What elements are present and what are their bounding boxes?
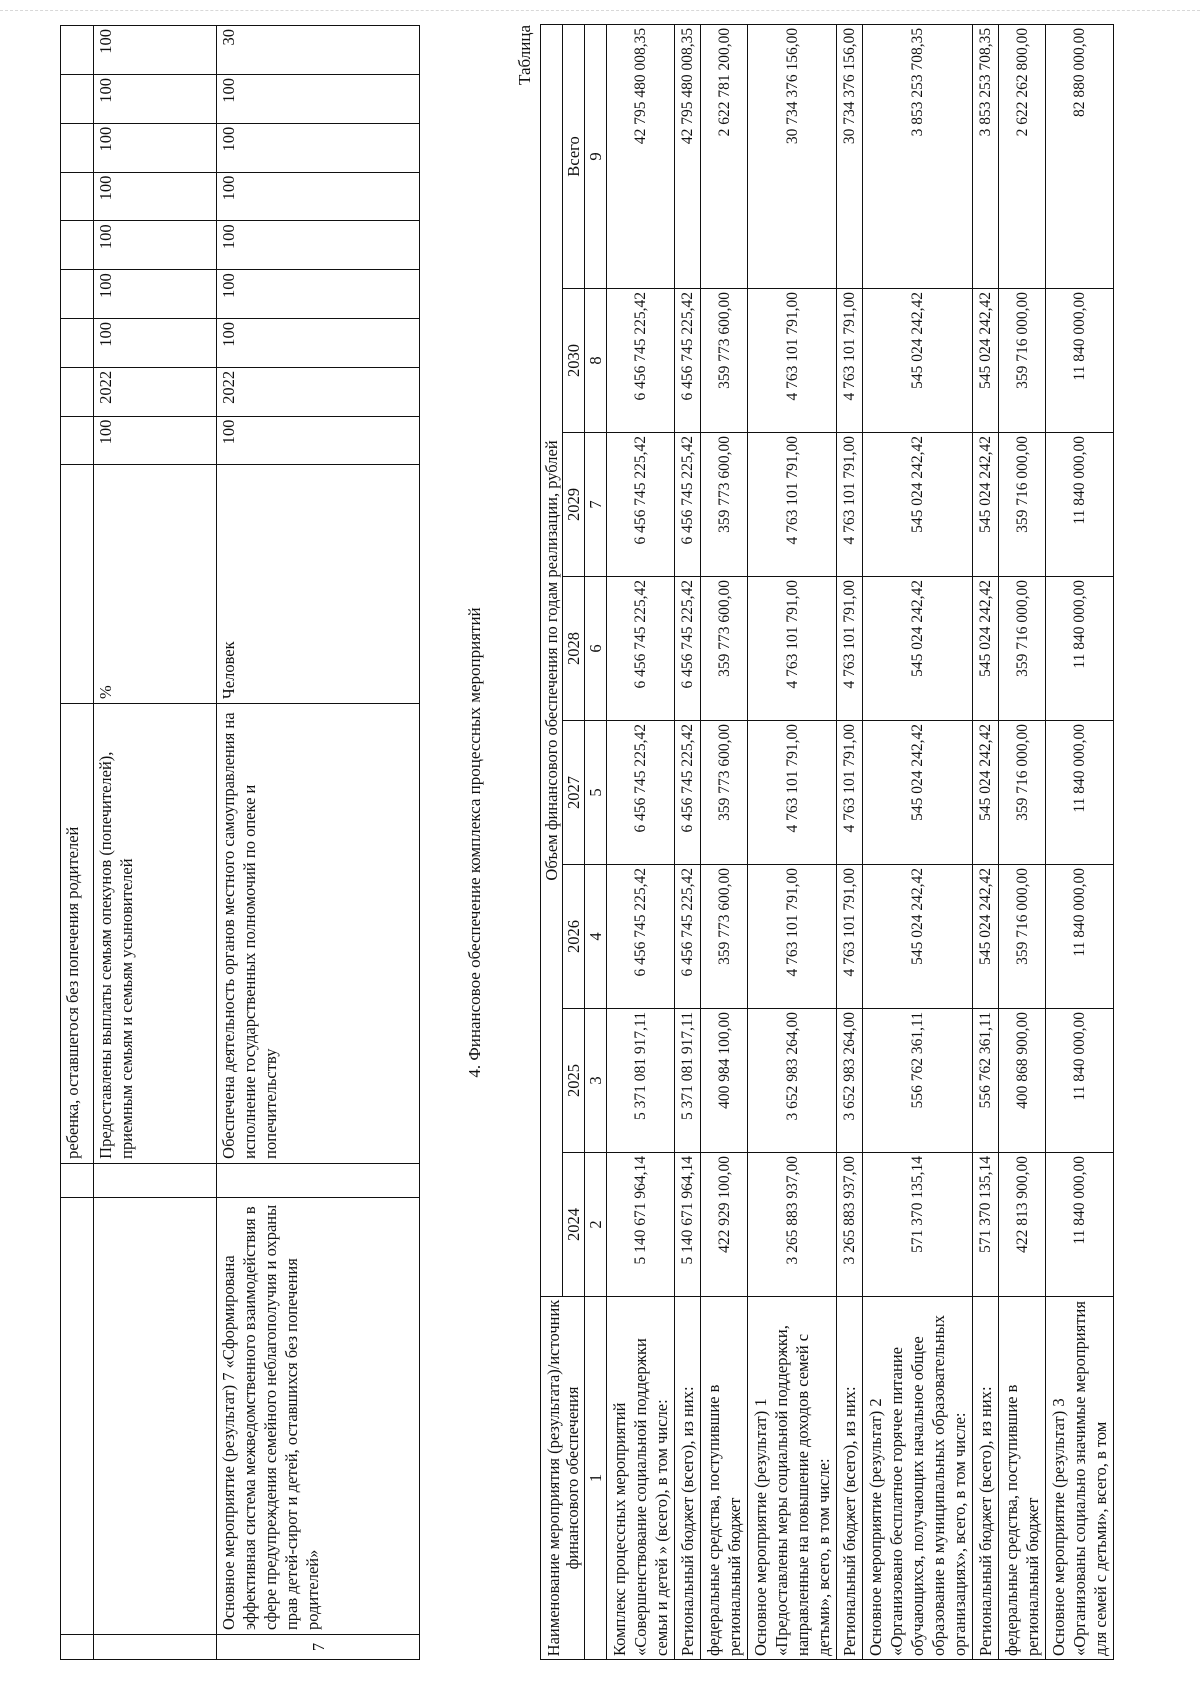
value-cell: 422 929 100,00: [701, 1153, 748, 1297]
event-name: Основное мероприятие (результат) 7 «Сформирована эффективная система межведомственного взаимодействия в сфере предупреждения семейного неблагополучия и охраны прав детей-сирот и детей, оставшихся без попечения родителей»: [217, 1197, 420, 1634]
value-cell: 100: [217, 221, 420, 270]
year-header: 2027: [563, 721, 585, 865]
value-cell: 30: [217, 26, 420, 75]
value-cell: 545 024 242,42: [863, 433, 973, 577]
value-cell: 100: [94, 221, 217, 270]
header-row: [541, 24, 563, 1659]
event-name: [94, 1197, 217, 1634]
year-header: 2026: [563, 865, 585, 1009]
table-row: [863, 24, 973, 1659]
value-cell: 556 762 361,11: [863, 1009, 973, 1153]
unit: %: [94, 465, 217, 703]
year-header: 2029: [563, 433, 585, 577]
value-cell: 5 371 081 917,11: [675, 1009, 701, 1153]
value-cell: [61, 26, 94, 75]
value-cell: 100: [94, 270, 217, 319]
table-row: [1046, 24, 1114, 1659]
value-cell: 3 652 983 264,00: [837, 1009, 863, 1153]
value-cell: 4 763 101 791,00: [837, 865, 863, 1009]
value-cell: 545 024 242,42: [973, 721, 999, 865]
table-row: [607, 24, 675, 1659]
value-cell: 545 024 242,42: [863, 289, 973, 433]
year-header: 2028: [563, 577, 585, 721]
value-cell: 571 370 135,14: [973, 1153, 999, 1297]
table-label: Таблица: [515, 25, 534, 85]
base-year: 2022: [217, 367, 420, 416]
row-label: Региональный бюджет (всего), из них:: [837, 1297, 863, 1660]
value-cell: 100: [94, 172, 217, 221]
row-label: Основное мероприятие (результат) 3 «Организованы социально значимые мероприятия для семей с детьми», всего, в том: [1046, 1297, 1114, 1660]
row-label: Региональный бюджет (всего), из них:: [973, 1297, 999, 1660]
row-label: Комплекс процессных мероприятий «Совершенствование социальной поддержки семьи и детей » (всего), в том числе:: [607, 1297, 675, 1660]
column-number: 8: [585, 289, 607, 433]
value-cell: 359 716 000,00: [999, 721, 1046, 865]
result-text: Обеспечена деятельность органов местного самоуправления на исполнение государственных полномочий по опеке и попечительству: [217, 703, 420, 1163]
event-name: [61, 1197, 94, 1634]
row-number: [94, 1635, 217, 1660]
value-cell: 6 456 745 225,42: [675, 721, 701, 865]
value-cell: [61, 123, 94, 172]
value-cell: 359 716 000,00: [999, 289, 1046, 433]
value-cell: 3 652 983 264,00: [748, 1009, 837, 1153]
value-cell: 359 716 000,00: [999, 865, 1046, 1009]
row-label: Региональный бюджет (всего), из них:: [675, 1297, 701, 1660]
value-cell: 100: [217, 270, 420, 319]
value-cell: 11 840 000,00: [1046, 433, 1114, 577]
section-title: 4. Финансовое обеспечение комплекса процессных мероприятий: [465, 607, 484, 1078]
value-cell: 11 840 000,00: [1046, 1153, 1114, 1297]
header-group: Объем финансового обеспечения по годам реализации, рублей: [541, 24, 563, 1296]
value-cell: 359 773 600,00: [701, 865, 748, 1009]
total-cell: 82 880 000,00: [1046, 24, 1114, 288]
value-cell: 359 716 000,00: [999, 577, 1046, 721]
value-cell: [61, 221, 94, 270]
table-row: [748, 24, 837, 1659]
value-cell: 545 024 242,42: [863, 865, 973, 1009]
total-cell: 2 622 781 200,00: [701, 24, 748, 288]
total-cell: 30 734 376 156,00: [748, 24, 837, 288]
value-cell: 11 840 000,00: [1046, 577, 1114, 721]
indicators-row: [61, 26, 94, 1660]
value-cell: 4 763 101 791,00: [748, 577, 837, 721]
value-cell: 4 763 101 791,00: [837, 577, 863, 721]
column-number: 7: [585, 433, 607, 577]
result-text: ребенка, оставшегося без попечения родителей: [61, 703, 94, 1163]
value-cell: 3 265 883 937,00: [748, 1153, 837, 1297]
value-cell: 6 456 745 225,42: [607, 433, 675, 577]
total-header: Всего: [563, 24, 585, 288]
value-cell: 4 763 101 791,00: [837, 289, 863, 433]
unit: [61, 465, 94, 703]
value-cell: 6 456 745 225,42: [675, 577, 701, 721]
value-cell: 4 763 101 791,00: [748, 865, 837, 1009]
year-header: 2025: [563, 1009, 585, 1153]
value-cell: [61, 319, 94, 368]
column-number-row: [585, 24, 607, 1659]
value-cell: 11 840 000,00: [1046, 865, 1114, 1009]
financing-table: [540, 24, 1114, 1660]
scan-edge: [0, 0, 1200, 11]
value-cell: 359 773 600,00: [701, 289, 748, 433]
value-cell: 100: [217, 123, 420, 172]
value-cell: 6 456 745 225,42: [675, 433, 701, 577]
value-cell: 359 773 600,00: [701, 721, 748, 865]
table-row: [837, 24, 863, 1659]
value-cell: 6 456 745 225,42: [607, 721, 675, 865]
value-cell: 11 840 000,00: [1046, 289, 1114, 433]
table-row: [701, 24, 748, 1659]
value-cell: 4 763 101 791,00: [837, 433, 863, 577]
value-cell: 545 024 242,42: [973, 577, 999, 721]
value-cell: 100: [94, 319, 217, 368]
base-year: 2022: [94, 367, 217, 416]
value-cell: 100: [217, 172, 420, 221]
row-label: федеральные средства, поступившие в региональный бюджет: [701, 1297, 748, 1660]
value-cell: 6 456 745 225,42: [607, 577, 675, 721]
header-name: Наименование мероприятия (результата)/источник финансового обеспечения: [541, 1297, 585, 1660]
column-number: 2: [585, 1153, 607, 1297]
value-cell: 571 370 135,14: [863, 1153, 973, 1297]
indicators-table: [60, 25, 420, 1660]
value-cell: 5 140 671 964,14: [675, 1153, 701, 1297]
base-value: 100: [94, 416, 217, 465]
value-cell: 100: [94, 123, 217, 172]
value-cell: 359 716 000,00: [999, 433, 1046, 577]
total-cell: 42 795 480 008,35: [607, 24, 675, 288]
value-cell: 6 456 745 225,42: [607, 289, 675, 433]
year-header: 2030: [563, 289, 585, 433]
value-cell: 4 763 101 791,00: [748, 721, 837, 865]
table-row: [675, 24, 701, 1659]
value-cell: 545 024 242,42: [863, 577, 973, 721]
value-cell: 359 773 600,00: [701, 577, 748, 721]
value-cell: 400 984 100,00: [701, 1009, 748, 1153]
value-cell: 3 265 883 937,00: [837, 1153, 863, 1297]
base-value: 100: [217, 416, 420, 465]
value-cell: [61, 270, 94, 319]
indicators-row: [217, 26, 420, 1660]
total-cell: 3 853 253 708,35: [973, 24, 999, 288]
base-value: [61, 416, 94, 465]
value-cell: 545 024 242,42: [973, 865, 999, 1009]
value-cell: 545 024 242,42: [973, 289, 999, 433]
value-cell: [61, 74, 94, 123]
row-label: Основное мероприятие (результат) 2 «Организовано бесплатное горячее питание обучающихся, получающих начальное общее образование в муниципальных образовательных организациях», всего, в том числе:: [863, 1297, 973, 1660]
column-number: 5: [585, 721, 607, 865]
base-year: [61, 367, 94, 416]
value-cell: 100: [94, 26, 217, 75]
indicators-row: [94, 26, 217, 1660]
total-cell: 42 795 480 008,35: [675, 24, 701, 288]
row-number: [61, 1635, 94, 1660]
value-cell: 100: [217, 74, 420, 123]
value-cell: 4 763 101 791,00: [837, 721, 863, 865]
unit: Человек: [217, 465, 420, 703]
value-cell: 359 773 600,00: [701, 433, 748, 577]
column-number: 4: [585, 865, 607, 1009]
value-cell: 4 763 101 791,00: [748, 433, 837, 577]
value-cell: 6 456 745 225,42: [675, 865, 701, 1009]
column-number: 3: [585, 1009, 607, 1153]
value-cell: 11 840 000,00: [1046, 721, 1114, 865]
column-number: 6: [585, 577, 607, 721]
value-cell: 5 140 671 964,14: [607, 1153, 675, 1297]
rotated-page-content: [60, 25, 1140, 1660]
result-text: Предоставлены выплаты семьям опекунов (попечителей), приемным семьям и семьям усыновителей: [94, 703, 217, 1163]
value-cell: 100: [217, 319, 420, 368]
value-cell: 545 024 242,42: [973, 433, 999, 577]
row-label: федеральные средства, поступившие в региональный бюджет: [999, 1297, 1046, 1660]
value-cell: 400 868 900,00: [999, 1009, 1046, 1153]
column-number: 1: [585, 1297, 607, 1660]
total-cell: 30 734 376 156,00: [837, 24, 863, 288]
value-cell: [61, 172, 94, 221]
year-header: 2024: [563, 1153, 585, 1297]
row-number: 7: [217, 1635, 420, 1660]
value-cell: 100: [94, 74, 217, 123]
value-cell: 6 456 745 225,42: [607, 865, 675, 1009]
value-cell: 422 813 900,00: [999, 1153, 1046, 1297]
table-row: [973, 24, 999, 1659]
value-cell: 11 840 000,00: [1046, 1009, 1114, 1153]
row-label: Основное мероприятие (результат) 1 «Предоставлены меры социальной поддержки, направленные на повышение доходов семей с детьми», всего, в том числе:: [748, 1297, 837, 1660]
value-cell: 6 456 745 225,42: [675, 289, 701, 433]
value-cell: 556 762 361,11: [973, 1009, 999, 1153]
value-cell: 5 371 081 917,11: [607, 1009, 675, 1153]
value-cell: 545 024 242,42: [863, 721, 973, 865]
column-number: 9: [585, 24, 607, 288]
value-cell: 4 763 101 791,00: [748, 289, 837, 433]
table-row: [999, 24, 1046, 1659]
total-cell: 2 622 262 800,00: [999, 24, 1046, 288]
total-cell: 3 853 253 708,35: [863, 24, 973, 288]
